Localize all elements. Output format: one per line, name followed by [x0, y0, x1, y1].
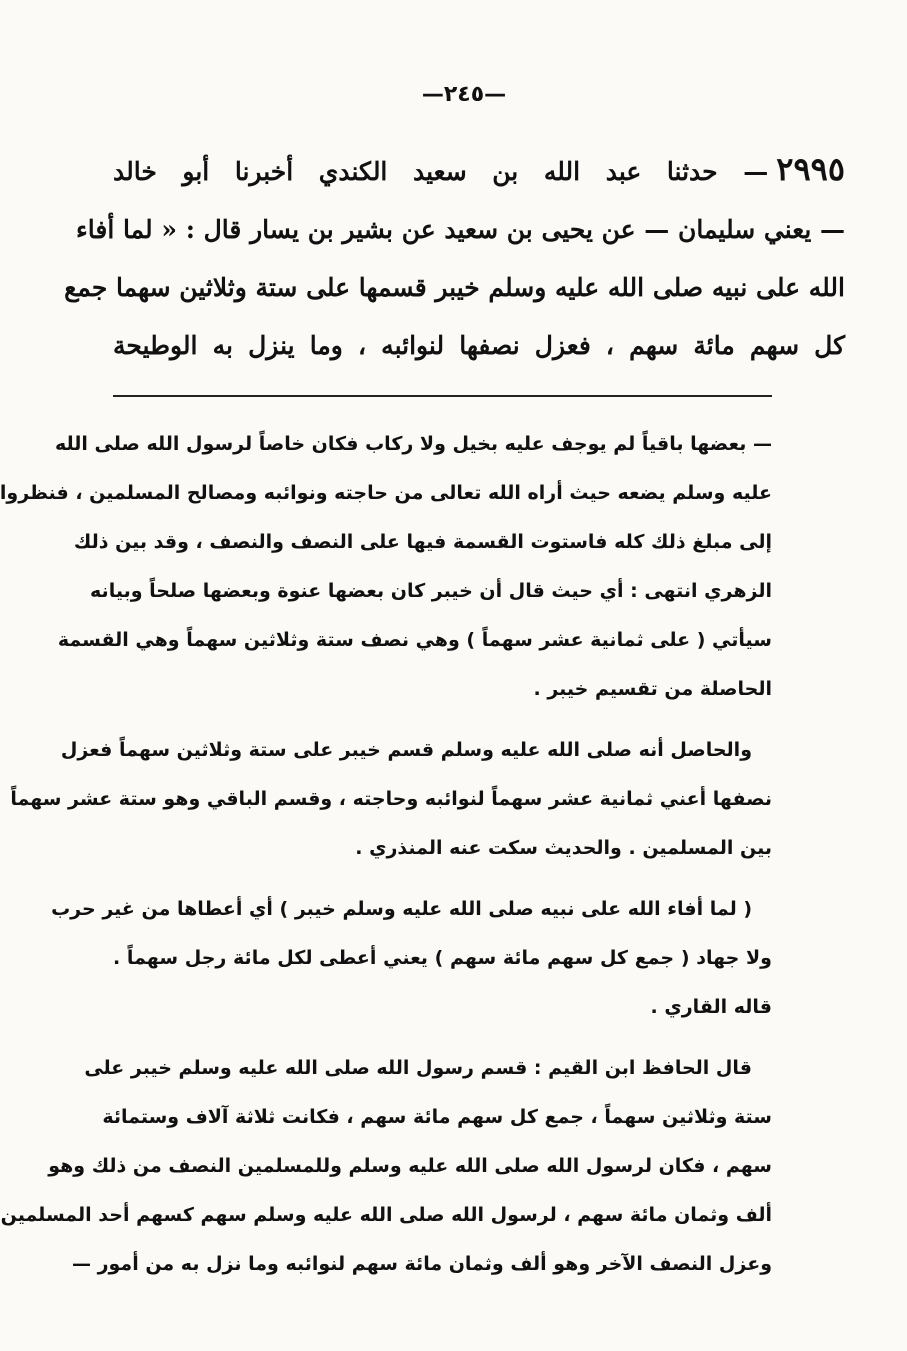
hadith-line: الله على نبيه صلى الله عليه وسلم خيبر قسمها على ستة وثلاثين سهما جمع: [64, 273, 845, 302]
footnote-divider: [113, 395, 772, 397]
commentary-line: ولا جهاد ( جمع كل سهم مائة سهم ) يعني أعطى لكل مائة رجل سهماً .: [113, 947, 772, 969]
commentary-line: وعزل النصف الآخر وهو ألف وثمان مائة سهم لنوائبه وما نزل به من أمور —: [71, 1253, 772, 1275]
commentary-line: الزهري انتهى : أي حيث قال أن خيبر كان بعضها عنوة وبعضها صلحاً وبيانه: [90, 580, 772, 602]
commentary-line: إلى مبلغ ذلك كله فاستوت القسمة فيها على النصف والنصف ، وقد بين ذلك: [73, 531, 772, 553]
commentary-line: قاله القاري .: [650, 996, 772, 1018]
commentary-line: قال الحافظ ابن القيم : قسم رسول الله صلى الله عليه وسلم خيبر على: [84, 1057, 752, 1079]
commentary-line: عليه وسلم يضعه حيث أراه الله تعالى من حاجته ونوائبه ومصالح المسلمين ، فنظروا: [0, 482, 772, 504]
page-number: —٢٤٥—: [421, 82, 507, 107]
commentary-line: سهم ، فكان لرسول الله صلى الله عليه وسلم وللمسلمين النصف من ذلك وهو: [48, 1155, 772, 1177]
commentary-line: ستة وثلاثين سهماً ، جمع كل سهم مائة سهم ، فكانت ثلاثة آلاف وستمائة: [102, 1106, 772, 1128]
hadith-line-text: — حدثنا عبد الله بن سعيد الكندي أخبرنا أبو خالد: [113, 157, 769, 186]
commentary-line: سيأتي ( على ثمانية عشر سهماً ) وهي نصف ستة وثلاثين سهماً وهي القسمة: [57, 629, 772, 651]
commentary-line: بين المسلمين . والحديث سكت عنه المنذري .: [355, 837, 772, 859]
hadith-line: — يعني سليمان — عن يحيى بن سعيد عن بشير بن يسار قال : « لما أفاء: [76, 215, 845, 244]
commentary-paragraph: [10, 726, 772, 873]
commentary-line: ألف وثمان مائة سهم ، لرسول الله صلى الله عليه وسلم سهم كسهم أحد المسلمين: [0, 1204, 772, 1226]
commentary-line: — بعضها باقياً لم يوجف عليه بخيل ولا ركاب فكان خاصاً لرسول الله صلى الله: [55, 433, 772, 455]
commentary-line: نصفها أعني ثمانية عشر سهماً لنوائبه وحاجته ، وقسم الباقي وهو ستة عشر سهماً: [10, 788, 772, 810]
commentary-paragraph: [0, 1044, 772, 1289]
commentary-line: ( لما أفاء الله على نبيه صلى الله عليه وسلم خيبر ) أي أعطاها من غير حرب: [51, 898, 752, 920]
hadith-text: [64, 140, 845, 375]
commentary-line: الحاصلة من تقسيم خيبر .: [533, 678, 772, 700]
hadith-line: [113, 140, 845, 201]
commentary-paragraph: [51, 885, 772, 1032]
commentary-line: والحاصل أنه صلى الله عليه وسلم قسم خيبر على ستة وثلاثين سهماً فعزل: [60, 739, 752, 761]
commentary: [0, 420, 772, 1301]
commentary-paragraph: [0, 420, 772, 714]
hadith-line: كل سهم مائة سهم ، فعزل نصفها لنوائبه ، وما ينزل به الوطيحة: [113, 331, 845, 360]
hadith-number: ٢٩٩٥: [776, 150, 845, 188]
